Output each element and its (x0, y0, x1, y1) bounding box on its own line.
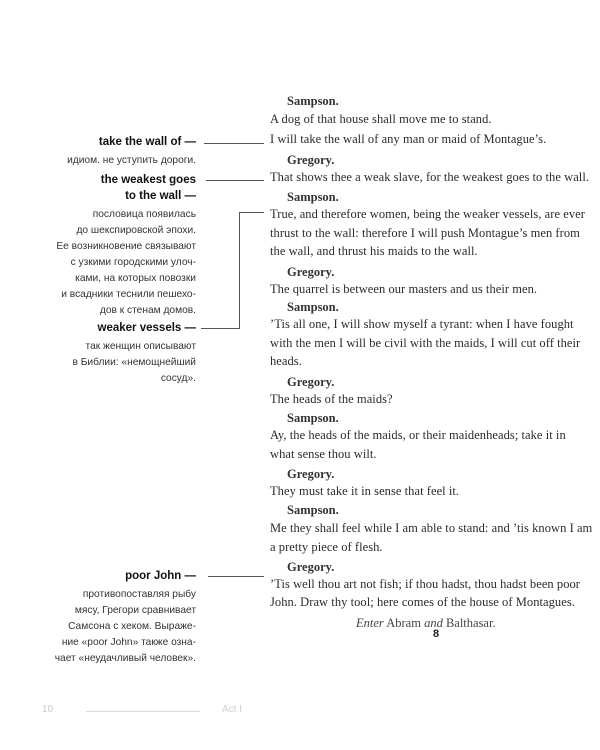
speaker-label: Sampson. (287, 94, 339, 108)
dialogue-line: what sense thou wilt. (270, 447, 377, 461)
note-text: до шекспировской эпохи. (76, 225, 196, 236)
dialogue-line: The heads of the maids? (270, 392, 393, 406)
note-text: ками, на которых повозки (75, 273, 196, 284)
note-text: чает «неудачливый человек». (54, 653, 196, 664)
dialogue-line: True, and therefore women, being the weaker vessels, are ever (270, 207, 585, 221)
footer-page-number: 10 (42, 704, 54, 715)
stage-name: Abram (386, 616, 421, 630)
note-term: to the wall — (125, 190, 196, 202)
note-term: weaker vessels — (97, 322, 196, 334)
note-text: противопоставляя рыбу (82, 589, 196, 600)
dialogue-line: the wall, and thrust his maids to the wall. (270, 244, 478, 258)
note-text: и всадники теснили пешехо- (61, 289, 196, 300)
speaker-label: Gregory. (287, 153, 335, 167)
dialogue-line: They must take it in sense that feel it. (270, 484, 460, 498)
note-term: take the wall of — (98, 136, 196, 148)
note-text: пословица появилась (92, 209, 196, 220)
leader-line (239, 212, 264, 213)
dialogue-line: a pretty piece of flesh. (270, 540, 383, 554)
speaker-label: Gregory. (287, 467, 335, 481)
dialogue-line: A dog of that house shall move me to stand. (270, 112, 492, 126)
speaker-label: Sampson. (287, 503, 339, 517)
dialogue-line: with the men I will be civil with the maids, I will cut off their (270, 336, 581, 350)
note-text: Самсона с хеком. Выраже- (68, 621, 196, 632)
note-text: мясу, Грегори сравнивает (74, 605, 196, 616)
note-text: сосуд». (160, 373, 196, 384)
note-text: так женщин описывают (85, 341, 196, 352)
page-number: 8 (433, 628, 440, 640)
note-text: дов к стенам домов. (99, 305, 196, 316)
dialogue-line: ’Tis all one, I will show myself a tyrant: when I have fought (270, 317, 574, 331)
note-term: the weakest goes (100, 174, 196, 186)
dialogue-line: Ay, the heads of the maids, or their maidenheads; take it in (270, 428, 566, 442)
dialogue-line: I will take the wall of any man or maid of Montague’s. (270, 132, 547, 146)
footer-section: Act I (222, 704, 243, 715)
leader-line (206, 180, 264, 181)
stage-direction (356, 616, 496, 631)
stage-and: and (424, 616, 443, 630)
dialogue-line: thrust to the wall: therefore I will push Montague’s men from (270, 226, 580, 240)
dialogue-line: The quarrel is between our masters and us their men. (270, 282, 538, 296)
speaker-label: Sampson. (287, 190, 339, 204)
dialogue-line: heads. (270, 354, 302, 368)
dialogue-line: ’Tis well thou art not fish; if thou hadst, thou hadst been poor (270, 577, 581, 591)
note-text: идиом. не уступить дороги. (67, 155, 196, 166)
stage-enter: Enter (356, 616, 384, 630)
speaker-label: Sampson. (287, 411, 339, 425)
leader-line (239, 212, 240, 329)
dialogue-line: John. Draw thy tool; here comes of the house of Montagues. (270, 595, 575, 609)
speaker-label: Gregory. (287, 265, 335, 279)
speaker-label: Gregory. (287, 560, 335, 574)
leader-line (208, 576, 264, 577)
speaker-label: Gregory. (287, 375, 335, 389)
stage-name: Balthasar. (445, 616, 496, 630)
note-text: с узкими городскими улоч- (70, 257, 196, 268)
note-text: ние «poor John» также озна- (61, 637, 196, 648)
dialogue-line: Me they shall feel while I am able to stand: and ’tis known I am (270, 521, 593, 535)
note-text: в Библии: «немощнейший (72, 357, 196, 368)
leader-line (201, 328, 240, 329)
leader-line (204, 143, 264, 144)
note-term: poor John — (125, 570, 196, 582)
dialogue-line: That shows thee a weak slave, for the weakest goes to the wall. (270, 170, 590, 184)
note-text: Ее возникновение связывают (56, 241, 196, 252)
speaker-label: Sampson. (287, 300, 339, 314)
footer-rule (86, 711, 200, 712)
